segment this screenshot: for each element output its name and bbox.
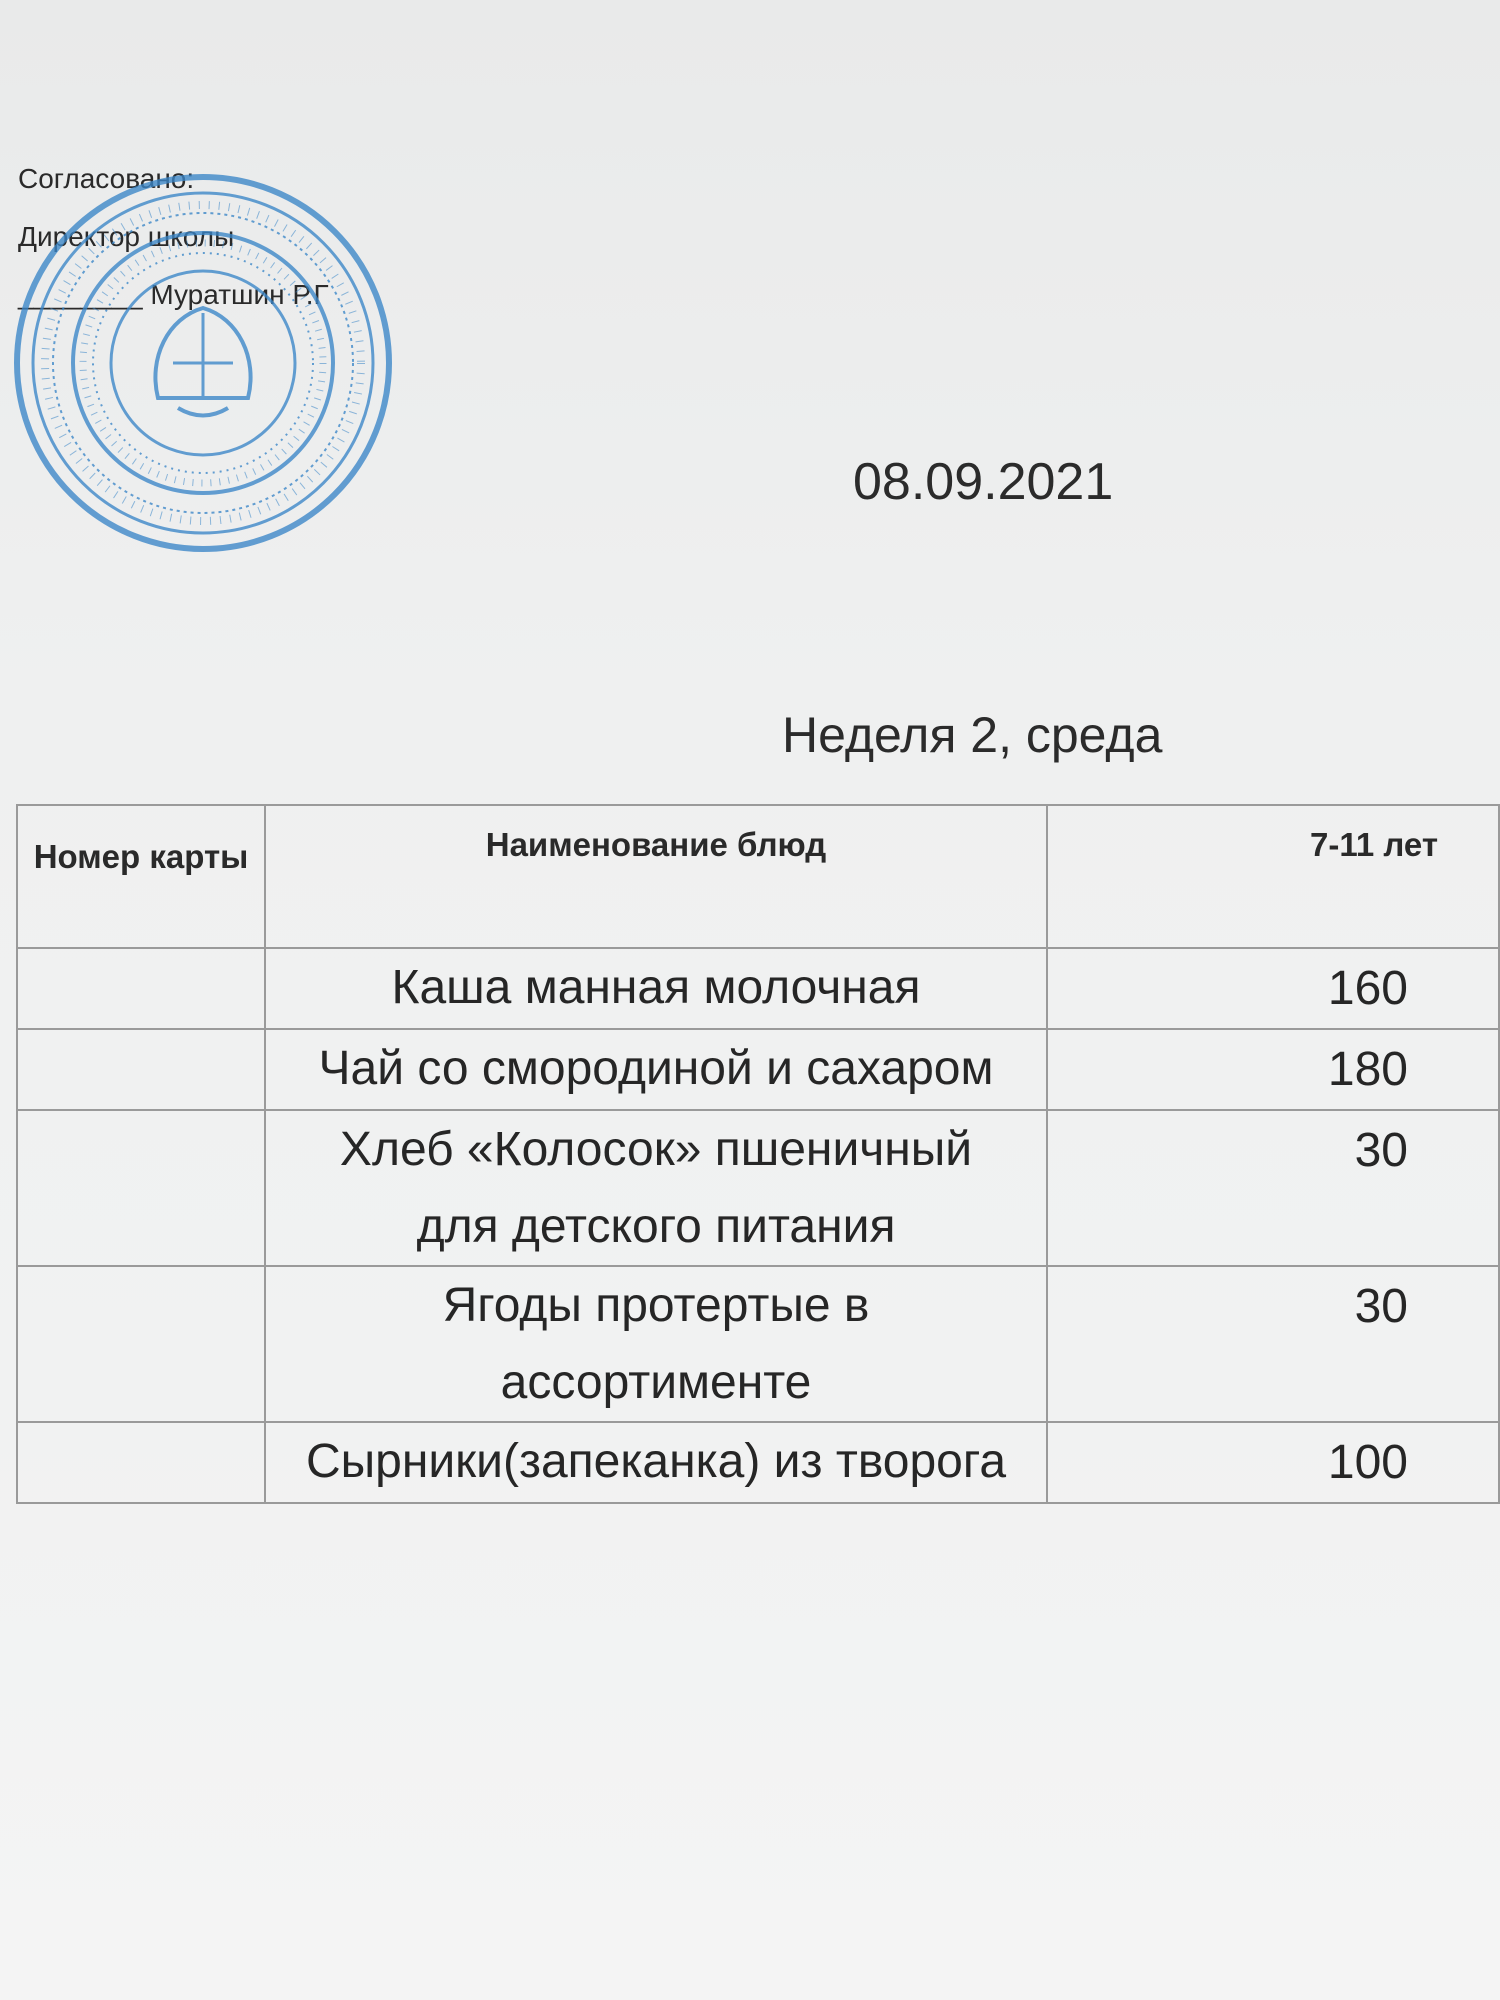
table-row <box>17 1029 1499 1110</box>
week-day-title: Неделя 2, среда <box>782 707 1163 763</box>
dish-name-cell: Ягоды протертые в ассортименте <box>265 1266 1047 1422</box>
approval-label: Согласовано: <box>18 163 195 194</box>
card-number-cell <box>17 1029 265 1110</box>
portion-cell: 30 <box>1047 1266 1499 1422</box>
card-number-cell <box>17 1422 265 1503</box>
portion-cell: 180 <box>1047 1029 1499 1110</box>
table-row <box>17 1266 1499 1422</box>
dish-name-cell: Каша манная молочная <box>265 948 1047 1029</box>
dish-name-cell: Хлеб «Колосок» пшеничный для детского питания <box>265 1110 1047 1266</box>
table-row <box>17 1110 1499 1266</box>
director-signature-line: ________ Муратшин Р.Г <box>18 279 329 310</box>
header-dish-name: Наименование блюд <box>265 805 1047 948</box>
header-age-group: 7-11 лет <box>1047 805 1499 948</box>
portion-cell: 160 <box>1047 948 1499 1029</box>
table-row <box>17 1422 1499 1503</box>
official-seal-icon <box>8 168 398 558</box>
header-card-number: Номер карты <box>17 805 265 948</box>
card-number-cell <box>17 1110 265 1266</box>
table-header-row <box>17 805 1499 948</box>
director-title: Директор школы <box>18 221 235 252</box>
portion-cell: 100 <box>1047 1422 1499 1503</box>
card-number-cell <box>17 1266 265 1422</box>
card-number-cell <box>17 948 265 1029</box>
menu-table <box>16 804 1500 1504</box>
portion-cell: 30 <box>1047 1110 1499 1266</box>
dish-name-cell: Сырники(запеканка) из творога <box>265 1422 1047 1503</box>
menu-date: 08.09.2021 <box>853 453 1114 511</box>
dish-name-cell: Чай со смородиной и сахаром <box>265 1029 1047 1110</box>
table-row <box>17 948 1499 1029</box>
